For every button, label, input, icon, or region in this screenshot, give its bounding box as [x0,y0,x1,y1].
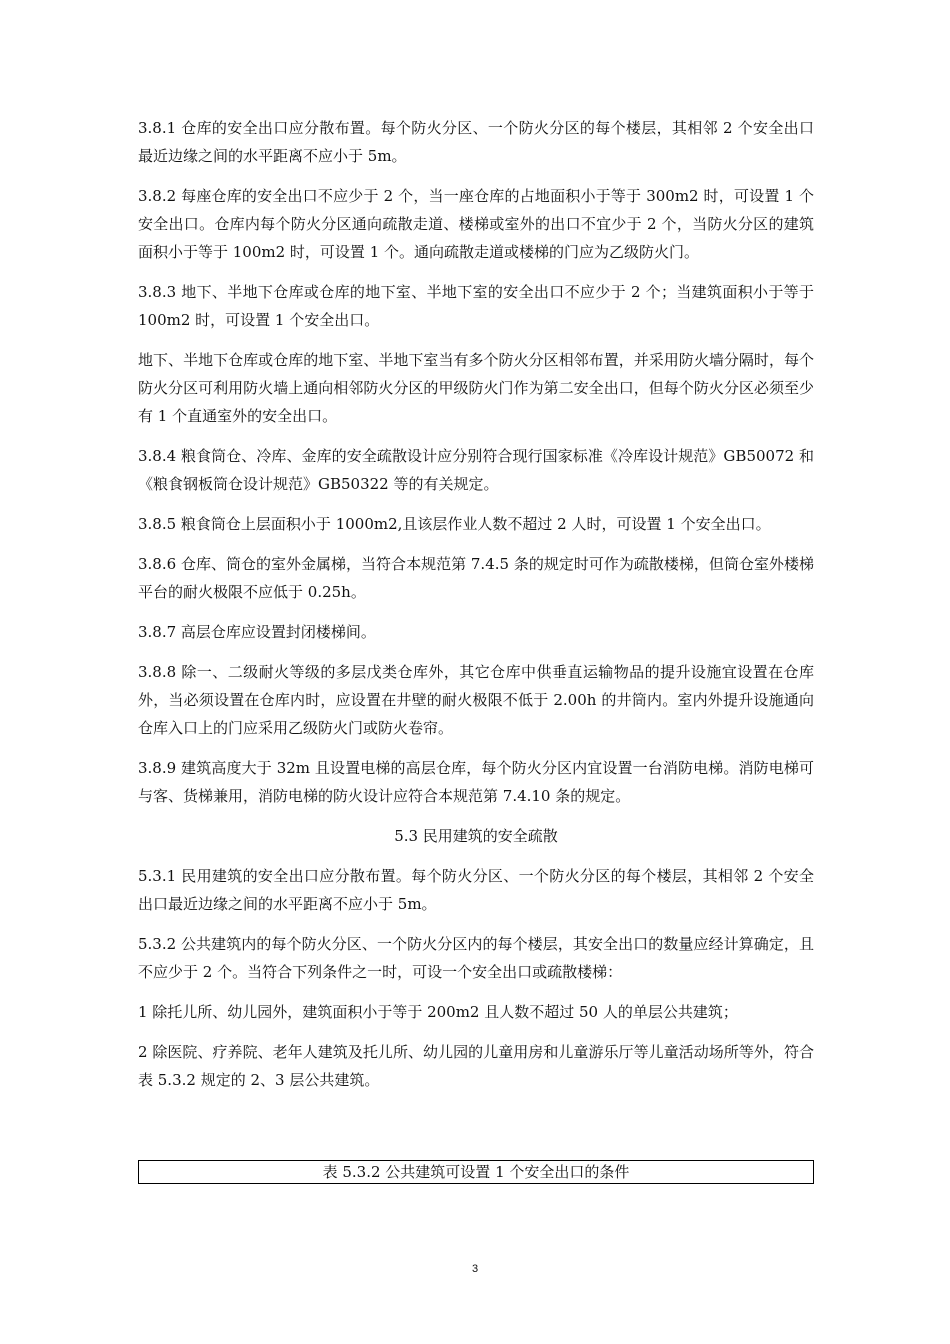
paragraph-3-8-2: 3.8.2 每座仓库的安全出口不应少于 2 个，当一座仓库的占地面积小于等于 300m2 时，可设置 1 个安全出口。仓库内每个防火分区通向疏散走道、楼梯或室外的出口不宜少于 2 个，当防火分区的建筑面积小于等于 100m2 时，可设置 1 个。通向疏散走道或楼梯的门应为乙级防火门。 [138,187,814,261]
page-number: 3 [471,1263,479,1275]
paragraph-3-8-3: 3.8.3 地下、半地下仓库或仓库的地下室、半地下室的安全出口不应少于 2 个；当建筑面积小于等于 100m2 时，可设置 1 个安全出口。 [138,283,814,329]
section-heading-5-3: 5.3 民用建筑的安全疏散 [394,827,558,845]
paragraph-basement-exits: 地下、半地下仓库或仓库的地下室、半地下室当有多个防火分区相邻布置，并采用防火墙分隔时，每个防火分区可利用防火墙上通向相邻防火分区的甲级防火门作为第二安全出口，但每个防火分区必须至少有 1 个直通室外的安全出口。 [138,351,814,425]
paragraph-3-8-6: 3.8.6 仓库、筒仓的室外金属梯，当符合本规范第 7.4.5 条的规定时可作为疏散楼梯，但筒仓室外楼梯平台的耐火极限不应低于 0.25h。 [138,555,814,601]
paragraph-3-8-5: 3.8.5 粮食筒仓上层面积小于 1000m2,且该层作业人数不超过 2 人时，可设置 1 个安全出口。 [138,515,771,533]
paragraph-5-3-1: 5.3.1 民用建筑的安全出口应分散布置。每个防火分区、一个防火分区的每个楼层，其相邻 2 个安全出口最近边缘之间的水平距离不应小于 5m。 [138,867,814,913]
list-item-2: 2 除医院、疗养院、老年人建筑及托儿所、幼儿园的儿童用房和儿童游乐厅等儿童活动场所等外，符合表 5.3.2 规定的 2、3 层公共建筑。 [138,1043,814,1089]
list-item-1: 1 除托儿所、幼儿园外，建筑面积小于等于 200m2 且人数不超过 50 人的单层公共建筑； [138,1003,738,1021]
paragraph-3-8-7: 3.8.7 高层仓库应设置封闭楼梯间。 [138,623,376,641]
paragraph-3-8-8: 3.8.8 除一、二级耐火等级的多层戊类仓库外，其它仓库中供垂直运输物品的提升设施宜设置在仓库外，当必须设置在仓库内时，应设置在井壁的耐火极限不低于 2.00h 的井筒内。室内外提升设施通向仓库入口上的门应采用乙级防火门或防火卷帘。 [138,663,814,737]
paragraph-3-8-4: 3.8.4 粮食筒仓、冷库、金库的安全疏散设计应分别符合现行国家标准《冷库设计规范》GB50072 和《粮食钢板筒仓设计规范》GB50322 等的有关规定。 [138,447,814,493]
table-caption: 表 5.3.2 公共建筑可设置 1 个安全出口的条件 [138,1160,814,1184]
paragraph-5-3-2: 5.3.2 公共建筑内的每个防火分区、一个防火分区内的每个楼层，其安全出口的数量应经计算确定，且不应少于 2 个。当符合下列条件之一时，可设一个安全出口或疏散楼梯： [138,935,814,981]
paragraph-3-8-1: 3.8.1 仓库的安全出口应分散布置。每个防火分区、一个防火分区的每个楼层，其相邻 2 个安全出口最近边缘之间的水平距离不应小于 5m。 [138,119,814,165]
paragraph-3-8-9: 3.8.9 建筑高度大于 32m 且设置电梯的高层仓库，每个防火分区内宜设置一台消防电梯。消防电梯可与客、货梯兼用，消防电梯的防火设计应符合本规范第 7.4.10 条的规定。 [138,759,814,805]
document-body [138,114,814,1106]
